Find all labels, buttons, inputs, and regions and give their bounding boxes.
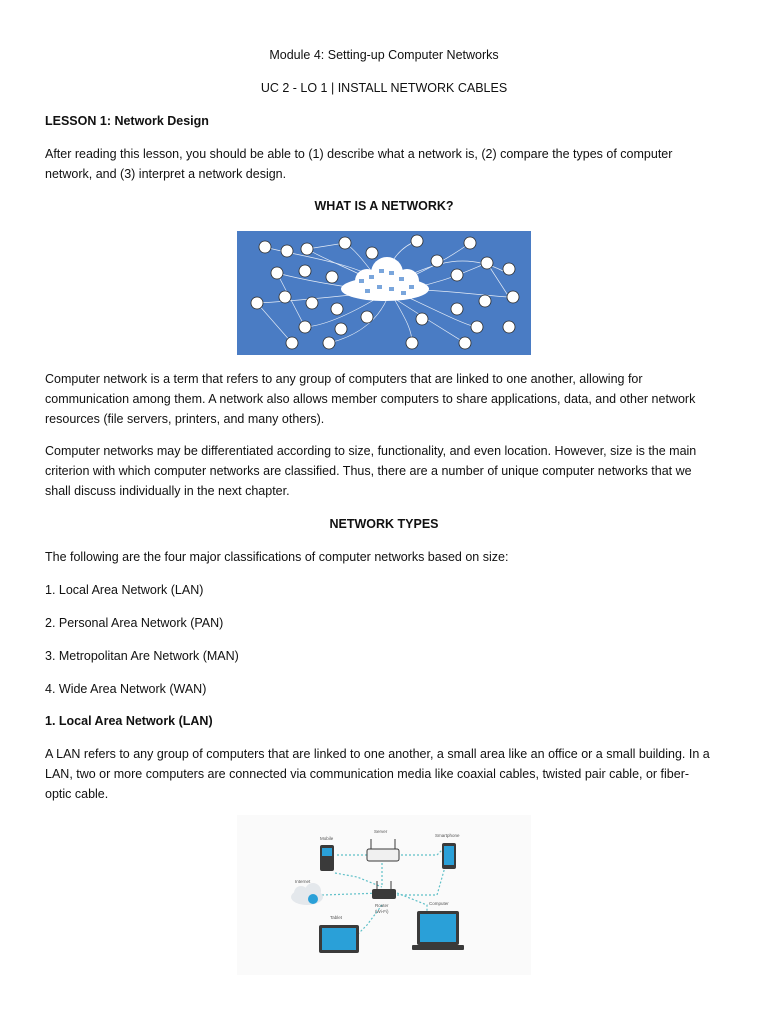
paragraph-line: communication among them. A network also allows member computers to share applications, data, and other network (45, 392, 696, 406)
intro-paragraph (45, 144, 725, 184)
list-item-lan: 1. Local Area Network (LAN) (45, 583, 204, 597)
paragraph-line: optic cable. (45, 787, 109, 801)
module-title: Module 4: Setting-up Computer Networks (269, 48, 499, 62)
smartphone-label: Smartphone (435, 833, 460, 838)
lan-diagram (237, 815, 531, 975)
uc-title: UC 2 - LO 1 | INSTALL NETWORK CABLES (260, 81, 508, 95)
paragraph-line: Computer networks may be differentiated according to size, functionality, and even location. However, size is the main (45, 444, 697, 458)
intro-line: network, and (3) interpret a network design. (45, 167, 287, 181)
lan-paragraph (45, 744, 725, 804)
paragraph-line: resources (file servers, printers, and many others). (45, 412, 325, 426)
network-types-heading: NETWORK TYPES (329, 517, 439, 531)
paragraph-line: Computer network is a term that refers to any group of computers that are linked to one another, allowing for (45, 372, 643, 386)
lan-section-heading: 1. Local Area Network (LAN) (45, 714, 213, 728)
network-types-intro: The following are the four major classifications of computer networks based on size: (45, 550, 509, 564)
internet-label: Internet (295, 879, 311, 884)
list-item-man: 3. Metropolitan Are Network (MAN) (45, 649, 239, 663)
what-is-network-heading: WHAT IS A NETWORK? (314, 199, 454, 213)
computer-label: Computer (429, 901, 449, 906)
mobile-label: Mobile (320, 836, 334, 841)
paragraph-line: criterion with which computer networks are classified. Thus, there are a number of unique computer networks that we (45, 464, 692, 478)
server-label: Server (374, 829, 388, 834)
paragraph-line: shall discuss individually in the next chapter. (45, 484, 290, 498)
router-sublabel: (Wi-Fi) (375, 909, 389, 914)
classification-paragraph (45, 441, 725, 501)
lesson-title: LESSON 1: Network Design (45, 114, 209, 128)
network-cloud-illustration (237, 231, 531, 355)
list-item-pan: 2. Personal Area Network (PAN) (45, 616, 224, 630)
paragraph-line: A LAN refers to any group of computers that are linked to one another, a small area like an office or a small building. In a (45, 747, 710, 761)
network-definition-paragraph (45, 369, 725, 429)
router-label: Router (375, 903, 389, 908)
tablet-label: Tablet (330, 915, 343, 920)
list-item-wan: 4. Wide Area Network (WAN) (45, 682, 207, 696)
paragraph-line: LAN, two or more computers are connected via communication media like coaxial cables, twisted pair cable, or fiber- (45, 767, 690, 781)
intro-line: After reading this lesson, you should be able to (1) describe what a network is, (2) compare the types of computer (45, 147, 673, 161)
